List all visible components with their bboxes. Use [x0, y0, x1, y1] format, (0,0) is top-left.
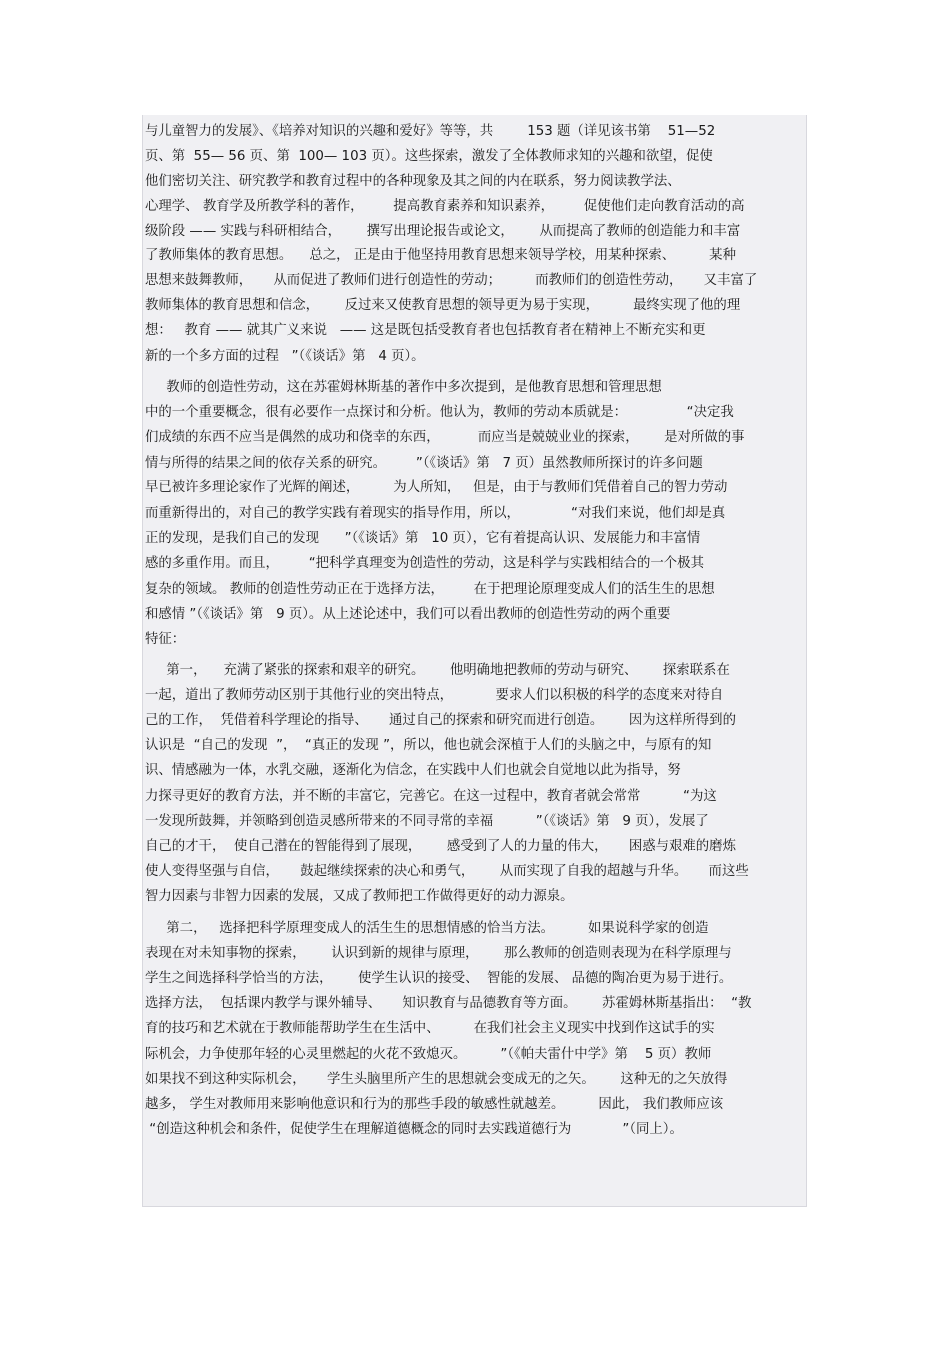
text-line: 教师集体的教育思想和信念， 反过来又使教育思想的领导更为易于实现， 最终实现了他的理: [145, 298, 741, 313]
text-line: 越多， 学生对教师用来影响他意识和行为的那些手段的敏感性就越差。 因此， 我们教师应该: [145, 1097, 724, 1112]
text-line: 想： 教育 —— 就其广义来说 —— 这是既包括受教育者也包括教育者在精神上不断充实和更: [145, 323, 706, 338]
text-line: 际机会，力争使那年轻的心灵里燃起的火花不致熄灭。 ”（《帕夫雷什中学》第 5 页）教师: [145, 1047, 712, 1062]
text-line: 认识是 “自己的发现 ”， “真正的发现 ”，所以，他也就会深植于人们的头脑之中，与原有的知: [145, 738, 712, 753]
text-line: 特征：: [145, 632, 186, 647]
text-line: 而重新得出的，对自己的教学实践有着现实的指导作用，所以， “对我们来说，他们却是真: [145, 506, 726, 521]
text-line: 们成绩的东西不应当是偶然的成功和侥幸的东西， 而应当是兢兢业业的探索， 是对所做的事: [145, 430, 745, 445]
text-line: 与儿童智力的发展》、《培养对知识的兴趣和爱好》等等，共 153 题（详见该书第 51—52: [145, 124, 716, 139]
text-line: 思想来鼓舞教师， 从而促进了教师们进行创造性的劳动； 而教师们的创造性劳动， 又丰富了: [145, 273, 758, 288]
text-block: [142, 115, 807, 1207]
text-line: 正的发现，是我们自己的发现 ”（《谈话》第 10 页），它有着提高认识、发展能力和丰富情: [145, 531, 701, 546]
text-line: 学生之间选择科学恰当的方法， 使学生认识的接受、 智能的发展、 品德的陶冶更为易于进行。: [145, 971, 733, 986]
text-line: 育的技巧和艺术就在于教师能帮助学生在生活中、 在我们社会主义现实中找到作这试手的实: [145, 1021, 715, 1036]
text-line: 表现在对未知事物的探索， 认识到新的规律与原理， 那么教师的创造则表现为在科学原理与: [145, 946, 732, 961]
text-line: 感的多重作用。而且， “把科学真理变为创造性的劳动，这是科学与实践相结合的一个极其: [145, 556, 704, 571]
text-line: 了教师集体的教育思想。 总之， 正是由于他坚持用教育思想来领导学校，用某种探索、 某种: [145, 248, 736, 263]
text-line: 页、第 55— 56 页、第 100— 103 页）。这些探索，激发了全体教师求知的兴趣和欲望，促使: [145, 149, 713, 164]
text-line: 一发现所鼓舞，并领略到创造灵感所带来的不同寻常的幸福 ”（《谈话》第 9 页），发展了: [145, 814, 709, 829]
text-line: 力探寻更好的教育方法，并不断的丰富它，完善它。在这一过程中，教育者就会常常 “为这: [145, 789, 717, 804]
text-line: 级阶段 —— 实践与科研相结合， 撰写出理论报告或论文， 从而提高了教师的创造能力和丰富: [145, 224, 741, 239]
text-line: 使人变得坚强与自信， 鼓起继续探索的决心和勇气， 从而实现了自我的超越与升华。 而这些: [145, 864, 749, 879]
text-line: 教师的创造性劳动，这在苏霍姆林斯基的著作中多次提到，是他教育思想和管理思想: [145, 380, 662, 395]
text-line: 一起，道出了教师劳动区别于其他行业的突出特点， 要求人们以积极的科学的态度来对待自: [145, 688, 724, 703]
text-line: 早已被许多理论家作了光辉的阐述， 为人所知， 但是，由于与教师们凭借着自己的智力劳动: [145, 480, 728, 495]
text-line: 第二， 选择把科学原理变成人的活生生的思想情感的恰当方法。 如果说科学家的创造: [145, 921, 709, 936]
text-line: 如果找不到这种实际机会， 学生头脑里所产生的思想就会变成无的之矢。 这种无的之矢放得: [145, 1072, 728, 1087]
text-line: 智力因素与非智力因素的发展，又成了教师把工作做得更好的动力源泉。: [145, 889, 574, 904]
text-line: 自己的才干， 使自己潜在的智能得到了展现， 感受到了人的力量的伟大， 困惑与艰难的磨炼: [145, 839, 736, 854]
text-line: 他们密切关注、研究教学和教育过程中的各种现象及其之间的内在联系，努力阅读教学法、: [145, 174, 681, 189]
text-line: 识、情感融为一体，水乳交融，逐渐化为信念，在实践中人们也就会自觉地以此为指导，努: [145, 763, 681, 778]
text-line: “创造这种机会和条件，促使学生在理解道德概念的同时去实践道德行为 ”（同上）。: [145, 1122, 683, 1137]
text-line: 中的一个重要概念，很有必要作一点探讨和分析。他认为，教师的劳动本质就是： “决定我: [145, 405, 734, 420]
text-line: 心理学、 教育学及所教学科的著作， 提高教育素养和知识素养， 促使他们走向教育活动的高: [145, 199, 745, 214]
text-line: 选择方法， 包括课内教学与课外辅导、 知识教育与品德教育等方面。 苏霍姆林斯基指出： “教: [145, 996, 752, 1011]
text-line: 新的一个多方面的过程 ”（《谈话》第 4 页）。: [145, 349, 425, 364]
text-line: 第一， 充满了紧张的探索和艰辛的研究。 他明确地把教师的劳动与研究、 探索联系在: [145, 663, 730, 678]
text-line: 己的工作， 凭借着科学理论的指导、 通过自己的探索和研究而进行创造。 因为这样所得到的: [145, 713, 736, 728]
text-line: 情与所得的结果之间的依存关系的研究。 ”（《谈话》第 7 页）虽然教师所探讨的许多问题: [145, 456, 703, 471]
text-line: 和感情 ”（《谈话》第 9 页）。从上述论述中，我们可以看出教师的创造性劳动的两个重要: [145, 607, 671, 622]
text-line: 复杂的领域。 教师的创造性劳动正在于选择方法， 在于把理论原理变成人们的活生生的思想: [145, 582, 715, 597]
